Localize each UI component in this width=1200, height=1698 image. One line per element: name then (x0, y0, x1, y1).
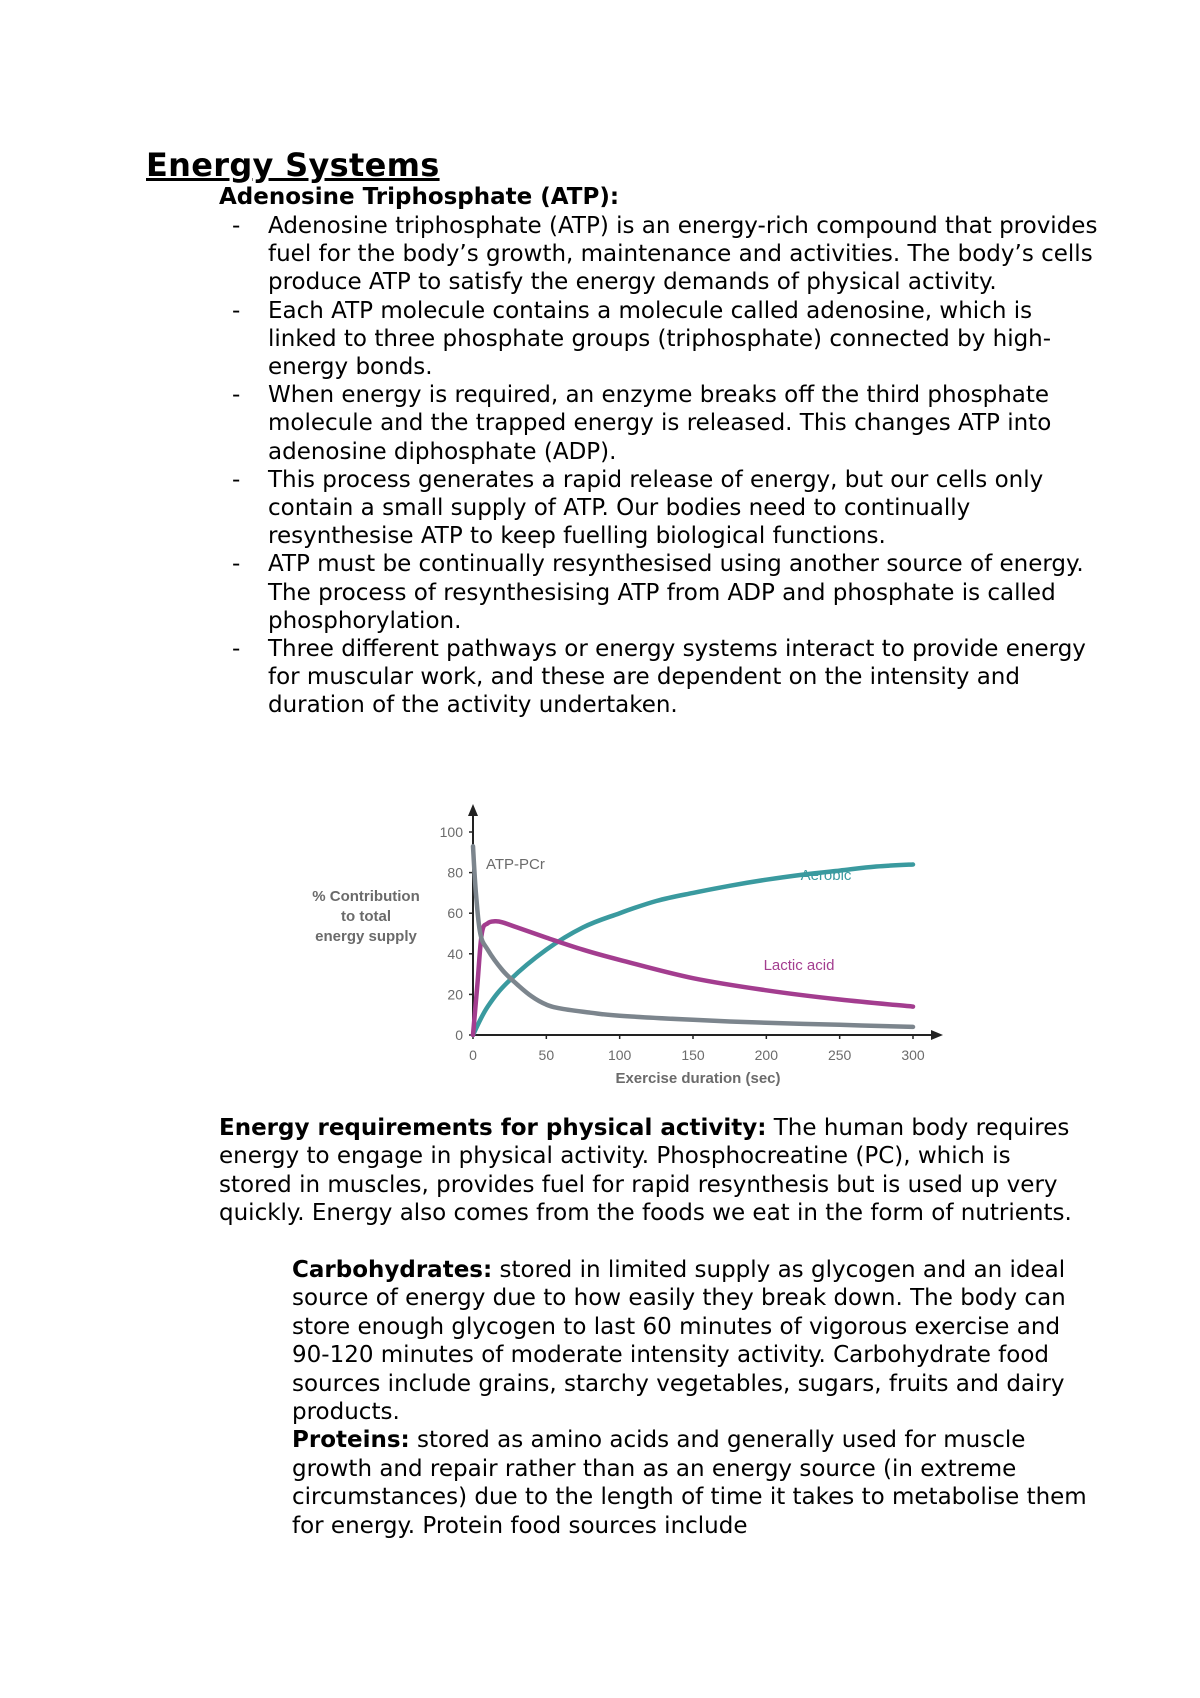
bullet-dash: - (232, 213, 241, 239)
x-axis-arrow (931, 1030, 943, 1040)
bullet-text: This process generates a rapid release of energy, but our cells only contain a small supply of ATP. Our bodies need to continually resynthesise ATP to keep fuelling biological functions. (268, 466, 1044, 550)
y-tick-label: 0 (455, 1027, 463, 1043)
list-item (228, 212, 1098, 297)
atp-heading: Adenosine Triphosphate (ATP): (219, 184, 620, 210)
y-tick-label: 40 (447, 945, 463, 962)
bullet-dash: - (232, 297, 241, 324)
x-axis-title: Exercise duration (sec) (615, 1070, 781, 1087)
list-item (228, 381, 1098, 466)
y-axis-title-line: % Contribution (312, 888, 420, 905)
nutrient-label: Carbohydrates: (292, 1257, 493, 1283)
y-tick-label: 100 (439, 824, 463, 840)
bullet-dash: - (232, 466, 241, 493)
y-tick-label: 20 (447, 986, 463, 1003)
bullet-dash: - (232, 636, 241, 663)
x-tick-label: 200 (754, 1047, 779, 1063)
x-tick-label: 0 (469, 1047, 477, 1063)
list-item (228, 466, 1098, 551)
y-axis-title-line: energy supply (315, 928, 417, 945)
series-label-aerobic: Aerobic (800, 867, 852, 884)
energy-requirements-text: The human body requires energy to engage in physical activity. Phosphocreatine (PC), which is stored in muscles, provides fuel for rapid resynthesis but is used up very quickly. Energy also comes from the foods we eat in the form of nutrients. (219, 1115, 1072, 1227)
nutrient-text: stored in limited supply as glycogen and an ideal source of energy due to how easily they break down. The body can store enough glycogen to last 60 minutes of vigorous exercise and 90-120 minutes of moderate intensity activity. Carbohydrate food sources include grains, starchy vegetables, sugars, fruits and dairy products. (292, 1257, 1066, 1426)
energy-systems-chart (290, 790, 950, 1094)
list-item (228, 635, 1098, 720)
bullet-text: When energy is required, an enzyme breaks off the third phosphate molecule and the trapped energy is released. This changes ATP into adenosine diphosphate (ADP). (268, 382, 1052, 465)
bullet-text: Three different pathways or energy systems interact to provide energy for muscular work, and these are dependent on the intensity and duration of the activity undertaken. (268, 636, 1086, 719)
atp-bullet-list (228, 212, 1098, 720)
series-line-aerobic (473, 865, 913, 1036)
nutrient-label: Proteins: (292, 1427, 410, 1454)
bullet-dash: - (232, 551, 241, 578)
nutrient-item (292, 1256, 1092, 1426)
x-tick-label: 100 (607, 1047, 632, 1063)
energy-requirements-paragraph (219, 1114, 1089, 1228)
y-axis-arrow (468, 804, 478, 816)
nutrients-list (292, 1256, 1092, 1540)
page-title: Energy Systems (146, 146, 440, 184)
energy-requirements-label: Energy requirements for physical activity: (219, 1115, 767, 1141)
nutrient-item (292, 1426, 1092, 1540)
y-tick-label: 80 (447, 864, 463, 881)
series-label-lactic-acid: Lactic acid (763, 957, 835, 974)
x-tick-label: 250 (827, 1047, 852, 1063)
x-tick-label: 150 (681, 1047, 705, 1063)
x-tick-label: 300 (901, 1047, 925, 1063)
bullet-text: Each ATP molecule contains a molecule called adenosine, which is linked to three phosphate groups (triphosphate) connected by high-energy bonds. (268, 297, 1052, 381)
list-item (228, 550, 1098, 635)
list-item (228, 297, 1098, 382)
series-label-atp-pcr: ATP-PCr (486, 856, 545, 873)
bullet-text: ATP must be continually resynthesised using another source of energy. The process of resynthesising ATP from ADP and phosphate is called phosphorylation. (268, 551, 1084, 634)
y-tick-label: 60 (447, 905, 463, 922)
y-axis-title-line: to total (341, 908, 391, 925)
nutrient-text: stored as amino acids and generally used for muscle growth and repair rather than as an energy source (in extreme circumstances) due to the length of time it takes to metabolise them for energy. Protein food sources include (292, 1427, 1087, 1539)
chart-svg (290, 790, 950, 1090)
x-tick-label: 50 (538, 1047, 555, 1063)
bullet-text: Adenosine triphosphate (ATP) is an energy-rich compound that provides fuel for the body’s growth, maintenance and activities. The body’s cells produce ATP to satisfy the energy demands of physical activity. (268, 213, 1098, 296)
bullet-dash: - (232, 382, 241, 409)
